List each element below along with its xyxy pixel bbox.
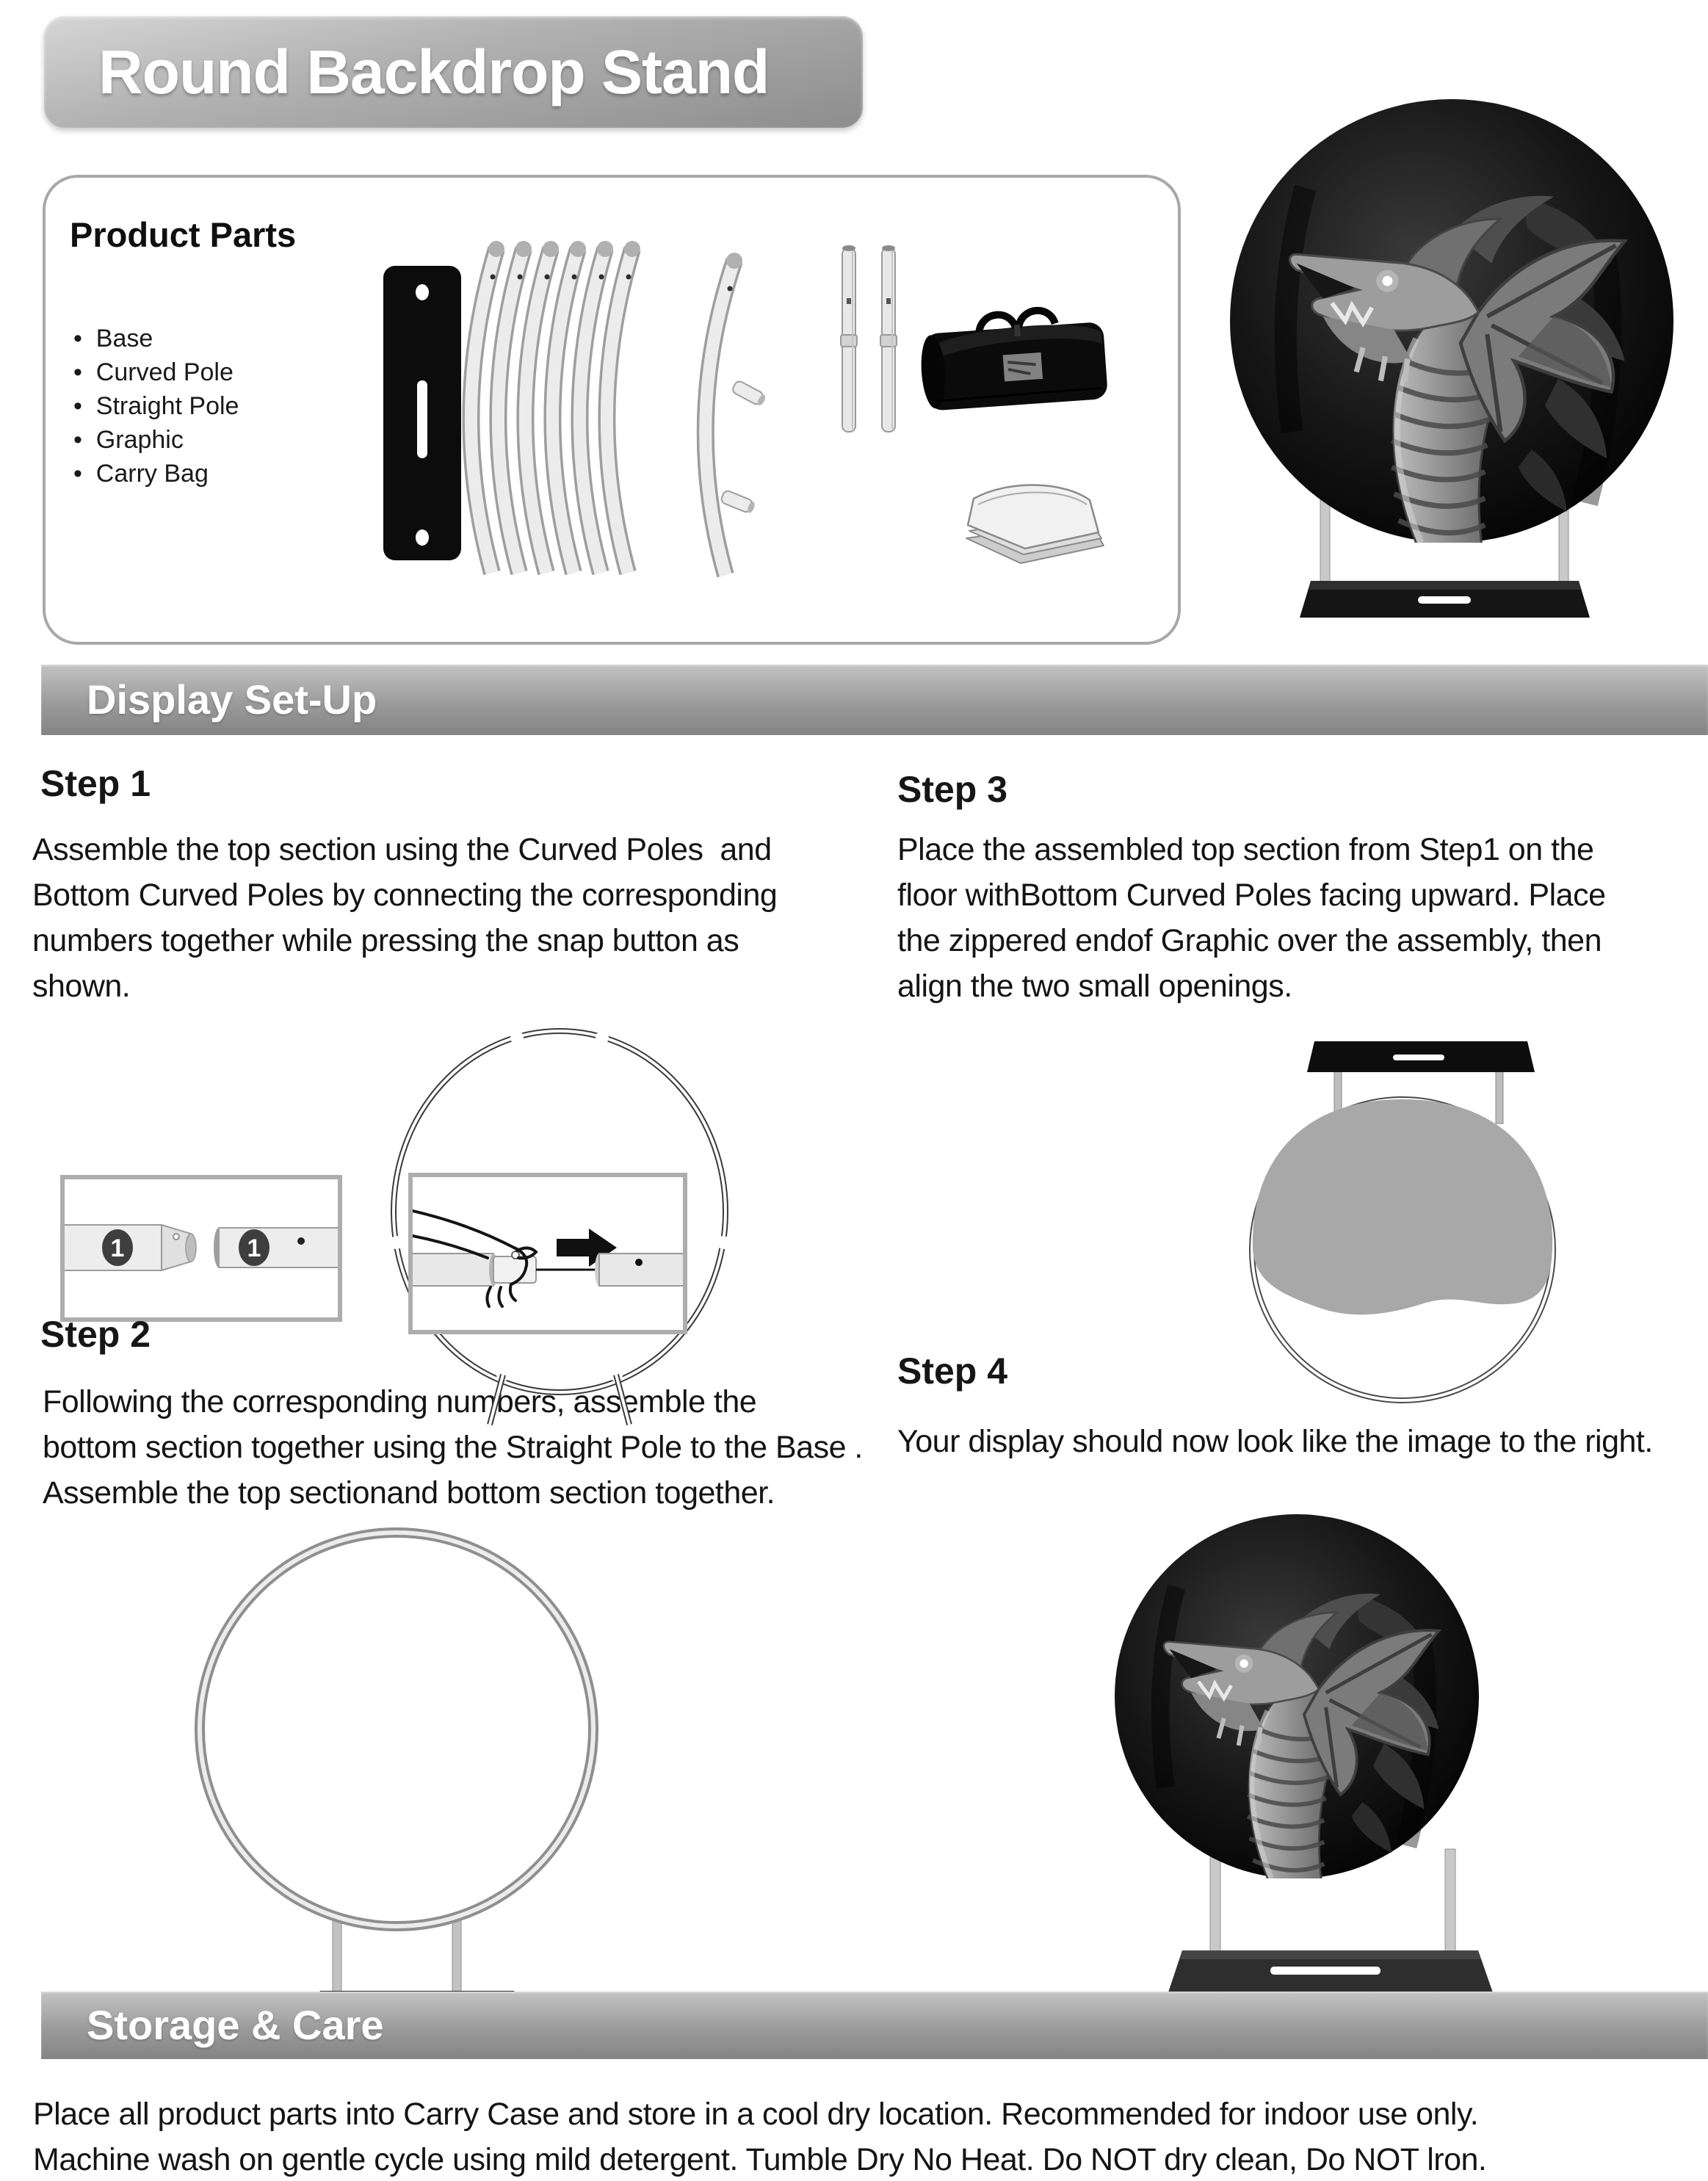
storage-section-title: Storage & Care xyxy=(87,2002,384,2048)
title-banner xyxy=(44,16,863,128)
pole-number-badge: 1 xyxy=(110,1234,125,1262)
care-line: Place all product parts into Carry Case and store in a cool dry location. Recommended for indoor use only. xyxy=(33,2097,1479,2132)
care-line: Machine wash on gentle cycle using mild detergent. Tumble Dry No Heat. Do NOT dry clean, Do NOT lron. xyxy=(33,2142,1487,2177)
straight-poles-illustration xyxy=(821,241,916,439)
pole-join-drawing xyxy=(65,1179,338,1317)
step3-line: the zippered endof Graphic over the assembly, then xyxy=(897,923,1602,958)
parts-list-item: • Curved Pole xyxy=(73,355,239,389)
setup-section-banner xyxy=(41,665,1708,735)
step1-line: shown. xyxy=(32,969,131,1004)
product-parts-list xyxy=(73,322,239,491)
curved-poles-illustration xyxy=(461,239,788,587)
step2-frame-illustration xyxy=(182,1524,612,2034)
step1-text xyxy=(32,827,777,1009)
step3-line: Place the assembled top section from Step1 on the xyxy=(897,832,1594,867)
step2-line: bottom section together using the Straight Pole to the Base . xyxy=(43,1430,863,1465)
snap-button-drawing xyxy=(413,1177,683,1330)
step3-graphic-drape-illustration xyxy=(1213,1030,1595,1411)
step4-heading: Step 4 xyxy=(897,1350,1008,1392)
step3-text xyxy=(897,827,1605,1009)
product-parts-heading: Product Parts xyxy=(70,215,297,254)
step1-heading: Step 1 xyxy=(40,763,151,804)
step1-line: Assemble the top section using the Curved Poles and xyxy=(32,832,772,867)
care-instructions xyxy=(33,2091,1486,2181)
step1-line: Bottom Curved Poles by connecting the corresponding xyxy=(32,878,778,913)
carry-bag-illustration xyxy=(909,292,1129,421)
parts-list-item: • Base xyxy=(73,322,239,355)
parts-list-item: • Graphic xyxy=(73,423,239,457)
step2-line: Following the corresponding numbers, assemble the xyxy=(43,1384,757,1419)
step3-heading: Step 3 xyxy=(897,769,1008,810)
base-plate-illustration xyxy=(382,264,463,562)
page-title: Round Backdrop Stand xyxy=(98,37,770,106)
pole-number-badge: 1 xyxy=(247,1234,261,1262)
step1-line: numbers together while pressing the snap button as xyxy=(32,923,739,958)
folded-graphic-illustration xyxy=(953,466,1118,576)
parts-list-item: • Carry Bag xyxy=(73,457,239,491)
step2-heading: Step 2 xyxy=(40,1314,151,1355)
parts-list-item: • Straight Pole xyxy=(73,389,239,423)
step1-snap-button-inset xyxy=(408,1173,687,1334)
step1-pole-join-inset xyxy=(60,1175,342,1322)
step3-line: align the two small openings. xyxy=(897,969,1292,1004)
step2-line: Assemble the top sectionand bottom section together. xyxy=(43,1475,775,1511)
assembled-stand-photo xyxy=(1208,84,1696,643)
step4-text xyxy=(897,1419,1653,1464)
step3-line: floor withBottom Curved Poles facing upward. Place xyxy=(897,878,1606,913)
step4-finished-display-illustration xyxy=(1100,1511,1607,2018)
step4-line: Your display should now look like the image to the right. xyxy=(897,1424,1653,1459)
storage-section-banner xyxy=(41,1992,1708,2059)
setup-section-title: Display Set-Up xyxy=(87,676,377,723)
